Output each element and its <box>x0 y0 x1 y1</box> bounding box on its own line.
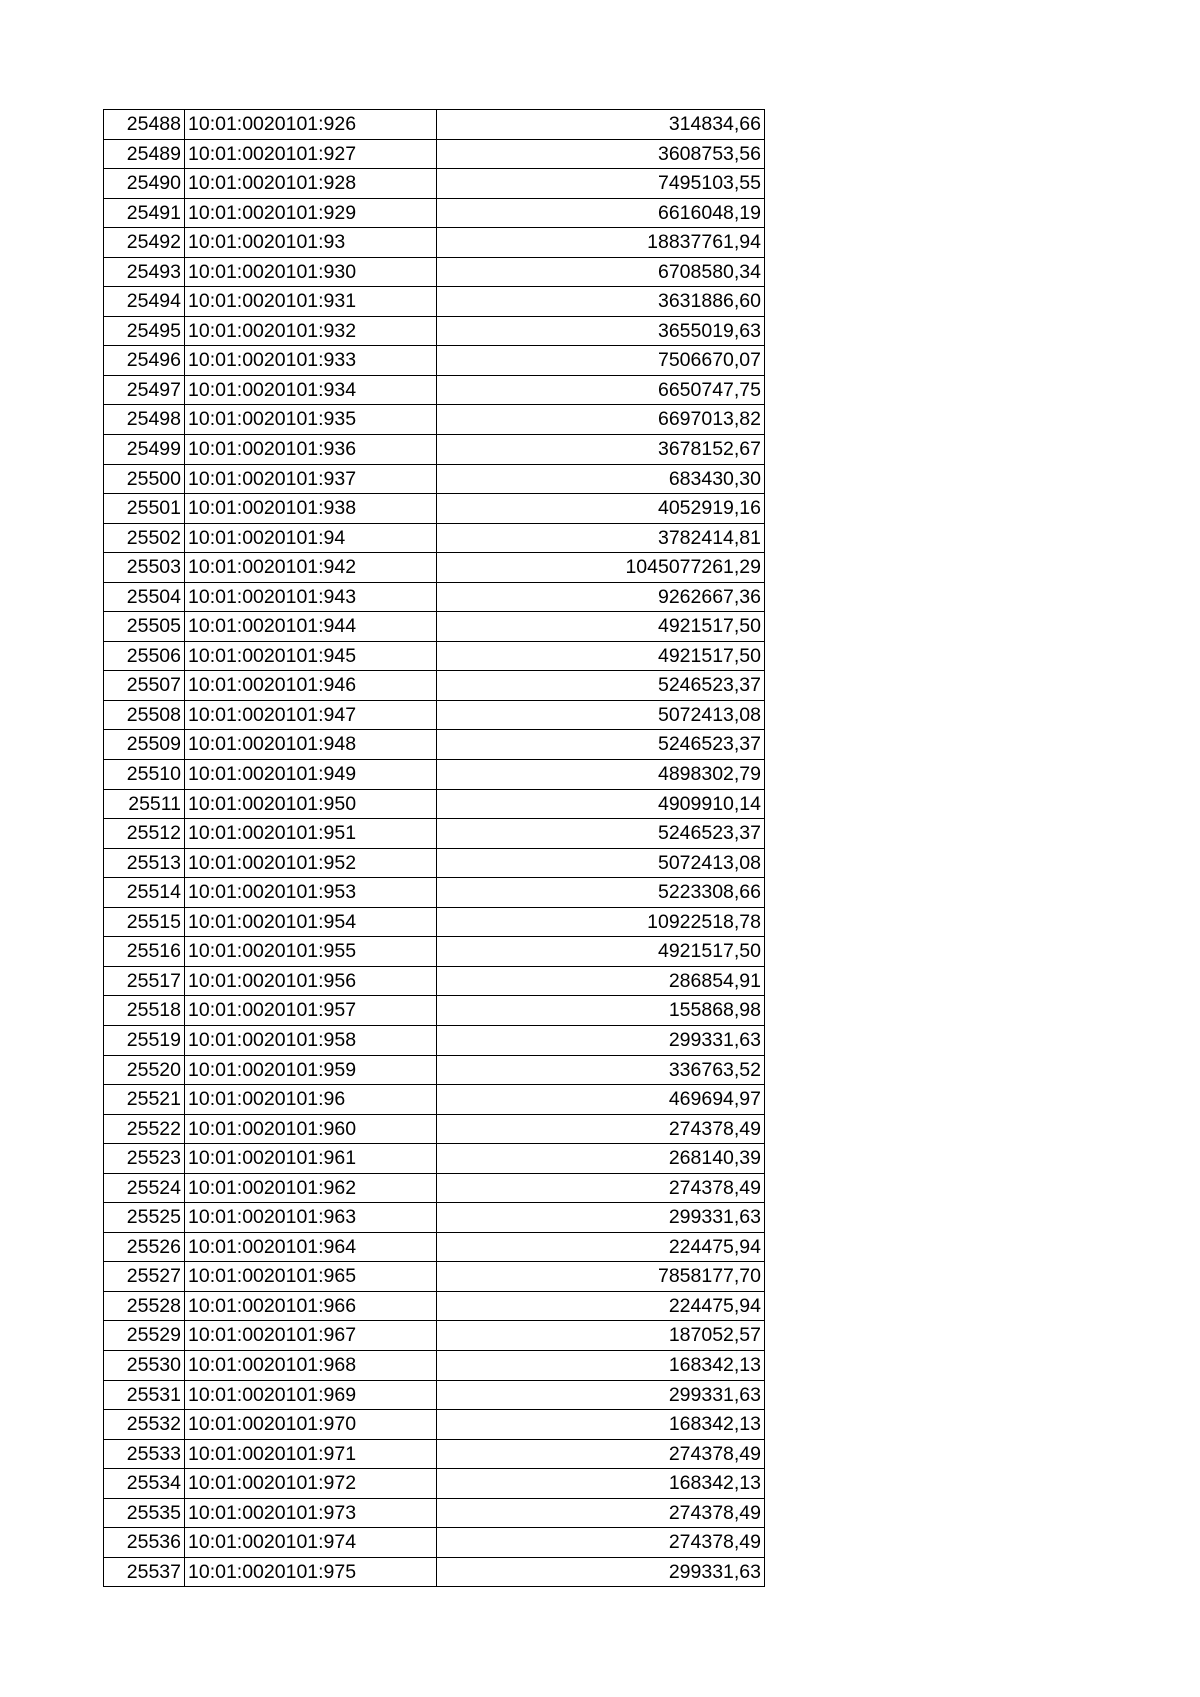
cadastral-number-cell: 10:01:0020101:936 <box>185 435 437 465</box>
value-cell: 3608753,56 <box>437 139 765 169</box>
cadastral-number-cell: 10:01:0020101:973 <box>185 1498 437 1528</box>
cadastral-number-cell: 10:01:0020101:962 <box>185 1173 437 1203</box>
value-cell: 6616048,19 <box>437 198 765 228</box>
table-row <box>104 1203 765 1233</box>
cadastral-number-cell: 10:01:0020101:963 <box>185 1203 437 1233</box>
row-number-cell: 25509 <box>104 730 185 760</box>
cadastral-number-cell: 10:01:0020101:934 <box>185 375 437 405</box>
row-number-cell: 25490 <box>104 169 185 199</box>
table-row <box>104 1439 765 1469</box>
cadastral-number-cell: 10:01:0020101:927 <box>185 139 437 169</box>
value-cell: 4921517,50 <box>437 612 765 642</box>
table-row <box>104 700 765 730</box>
cadastral-number-cell: 10:01:0020101:96 <box>185 1085 437 1115</box>
data-table <box>103 109 765 1587</box>
table-row <box>104 671 765 701</box>
table-row <box>104 1291 765 1321</box>
cadastral-number-cell: 10:01:0020101:966 <box>185 1291 437 1321</box>
row-number-cell: 25503 <box>104 553 185 583</box>
cadastral-number-cell: 10:01:0020101:94 <box>185 523 437 553</box>
table-row <box>104 1232 765 1262</box>
value-cell: 4052919,16 <box>437 494 765 524</box>
cadastral-number-cell: 10:01:0020101:938 <box>185 494 437 524</box>
cadastral-number-cell: 10:01:0020101:929 <box>185 198 437 228</box>
row-number-cell: 25493 <box>104 257 185 287</box>
value-cell: 18837761,94 <box>437 228 765 258</box>
table-row <box>104 1321 765 1351</box>
value-cell: 168342,13 <box>437 1469 765 1499</box>
table-row <box>104 494 765 524</box>
row-number-cell: 25495 <box>104 316 185 346</box>
row-number-cell: 25519 <box>104 1025 185 1055</box>
table-row <box>104 760 765 790</box>
value-cell: 7495103,55 <box>437 169 765 199</box>
table-row <box>104 1055 765 1085</box>
table-row <box>104 848 765 878</box>
row-number-cell: 25492 <box>104 228 185 258</box>
row-number-cell: 25513 <box>104 848 185 878</box>
row-number-cell: 25535 <box>104 1498 185 1528</box>
table-row <box>104 1350 765 1380</box>
row-number-cell: 25505 <box>104 612 185 642</box>
cadastral-number-cell: 10:01:0020101:949 <box>185 760 437 790</box>
table-row <box>104 878 765 908</box>
value-cell: 6697013,82 <box>437 405 765 435</box>
cadastral-number-cell: 10:01:0020101:952 <box>185 848 437 878</box>
table-row <box>104 966 765 996</box>
value-cell: 3678152,67 <box>437 435 765 465</box>
value-cell: 4921517,50 <box>437 641 765 671</box>
table-row <box>104 1498 765 1528</box>
cadastral-number-cell: 10:01:0020101:957 <box>185 996 437 1026</box>
table-row <box>104 464 765 494</box>
row-number-cell: 25526 <box>104 1232 185 1262</box>
row-number-cell: 25527 <box>104 1262 185 1292</box>
table-body <box>104 110 765 1587</box>
value-cell: 6650747,75 <box>437 375 765 405</box>
table-row <box>104 139 765 169</box>
value-cell: 224475,94 <box>437 1232 765 1262</box>
row-number-cell: 25520 <box>104 1055 185 1085</box>
row-number-cell: 25516 <box>104 937 185 967</box>
value-cell: 3631886,60 <box>437 287 765 317</box>
table-row <box>104 1410 765 1440</box>
table-row <box>104 1025 765 1055</box>
cadastral-number-cell: 10:01:0020101:955 <box>185 937 437 967</box>
row-number-cell: 25499 <box>104 435 185 465</box>
table-row <box>104 937 765 967</box>
row-number-cell: 25515 <box>104 907 185 937</box>
table-row <box>104 1114 765 1144</box>
row-number-cell: 25498 <box>104 405 185 435</box>
row-number-cell: 25524 <box>104 1173 185 1203</box>
cadastral-number-cell: 10:01:0020101:933 <box>185 346 437 376</box>
value-cell: 5072413,08 <box>437 700 765 730</box>
cadastral-number-cell: 10:01:0020101:943 <box>185 582 437 612</box>
cadastral-number-cell: 10:01:0020101:951 <box>185 819 437 849</box>
value-cell: 7858177,70 <box>437 1262 765 1292</box>
cadastral-number-cell: 10:01:0020101:932 <box>185 316 437 346</box>
cadastral-number-cell: 10:01:0020101:937 <box>185 464 437 494</box>
value-cell: 4921517,50 <box>437 937 765 967</box>
cadastral-number-cell: 10:01:0020101:950 <box>185 789 437 819</box>
table-row <box>104 169 765 199</box>
value-cell: 5246523,37 <box>437 730 765 760</box>
table-row <box>104 612 765 642</box>
cadastral-number-cell: 10:01:0020101:930 <box>185 257 437 287</box>
table-row <box>104 257 765 287</box>
table-row <box>104 553 765 583</box>
value-cell: 1045077261,29 <box>437 553 765 583</box>
row-number-cell: 25494 <box>104 287 185 317</box>
row-number-cell: 25508 <box>104 700 185 730</box>
value-cell: 299331,63 <box>437 1557 765 1587</box>
table-row <box>104 1380 765 1410</box>
cadastral-number-cell: 10:01:0020101:942 <box>185 553 437 583</box>
row-number-cell: 25528 <box>104 1291 185 1321</box>
table-row <box>104 789 765 819</box>
value-cell: 299331,63 <box>437 1380 765 1410</box>
table-row <box>104 1469 765 1499</box>
row-number-cell: 25514 <box>104 878 185 908</box>
value-cell: 5246523,37 <box>437 819 765 849</box>
row-number-cell: 25530 <box>104 1350 185 1380</box>
value-cell: 274378,49 <box>437 1528 765 1558</box>
cadastral-number-cell: 10:01:0020101:967 <box>185 1321 437 1351</box>
value-cell: 336763,52 <box>437 1055 765 1085</box>
table-row <box>104 287 765 317</box>
row-number-cell: 25525 <box>104 1203 185 1233</box>
row-number-cell: 25507 <box>104 671 185 701</box>
row-number-cell: 25529 <box>104 1321 185 1351</box>
table-row <box>104 819 765 849</box>
value-cell: 187052,57 <box>437 1321 765 1351</box>
row-number-cell: 25536 <box>104 1528 185 1558</box>
table-row <box>104 582 765 612</box>
row-number-cell: 25502 <box>104 523 185 553</box>
table-row <box>104 907 765 937</box>
table-row <box>104 405 765 435</box>
value-cell: 299331,63 <box>437 1025 765 1055</box>
value-cell: 268140,39 <box>437 1144 765 1174</box>
table-row <box>104 996 765 1026</box>
row-number-cell: 25517 <box>104 966 185 996</box>
value-cell: 168342,13 <box>437 1350 765 1380</box>
value-cell: 274378,49 <box>437 1114 765 1144</box>
table-row <box>104 1085 765 1115</box>
value-cell: 683430,30 <box>437 464 765 494</box>
row-number-cell: 25506 <box>104 641 185 671</box>
table-row <box>104 1528 765 1558</box>
value-cell: 274378,49 <box>437 1439 765 1469</box>
value-cell: 155868,98 <box>437 996 765 1026</box>
table-row <box>104 641 765 671</box>
cadastral-number-cell: 10:01:0020101:969 <box>185 1380 437 1410</box>
value-cell: 314834,66 <box>437 110 765 140</box>
cadastral-number-cell: 10:01:0020101:926 <box>185 110 437 140</box>
table-row <box>104 346 765 376</box>
table-row <box>104 198 765 228</box>
row-number-cell: 25532 <box>104 1410 185 1440</box>
cadastral-number-cell: 10:01:0020101:947 <box>185 700 437 730</box>
value-cell: 286854,91 <box>437 966 765 996</box>
value-cell: 274378,49 <box>437 1498 765 1528</box>
cadastral-number-cell: 10:01:0020101:953 <box>185 878 437 908</box>
value-cell: 299331,63 <box>437 1203 765 1233</box>
cadastral-number-cell: 10:01:0020101:964 <box>185 1232 437 1262</box>
cadastral-number-cell: 10:01:0020101:93 <box>185 228 437 258</box>
cadastral-number-cell: 10:01:0020101:928 <box>185 169 437 199</box>
table-row <box>104 316 765 346</box>
value-cell: 3655019,63 <box>437 316 765 346</box>
row-number-cell: 25537 <box>104 1557 185 1587</box>
cadastral-number-cell: 10:01:0020101:935 <box>185 405 437 435</box>
cadastral-number-cell: 10:01:0020101:972 <box>185 1469 437 1499</box>
value-cell: 4909910,14 <box>437 789 765 819</box>
value-cell: 5246523,37 <box>437 671 765 701</box>
row-number-cell: 25504 <box>104 582 185 612</box>
row-number-cell: 25522 <box>104 1114 185 1144</box>
row-number-cell: 25531 <box>104 1380 185 1410</box>
value-cell: 5072413,08 <box>437 848 765 878</box>
cadastral-number-cell: 10:01:0020101:946 <box>185 671 437 701</box>
value-cell: 4898302,79 <box>437 760 765 790</box>
table-row <box>104 228 765 258</box>
document-page <box>103 109 765 1587</box>
row-number-cell: 25488 <box>104 110 185 140</box>
cadastral-number-cell: 10:01:0020101:944 <box>185 612 437 642</box>
cadastral-number-cell: 10:01:0020101:945 <box>185 641 437 671</box>
table-row <box>104 435 765 465</box>
table-row <box>104 110 765 140</box>
row-number-cell: 25496 <box>104 346 185 376</box>
cadastral-number-cell: 10:01:0020101:959 <box>185 1055 437 1085</box>
cadastral-number-cell: 10:01:0020101:956 <box>185 966 437 996</box>
cadastral-number-cell: 10:01:0020101:960 <box>185 1114 437 1144</box>
value-cell: 10922518,78 <box>437 907 765 937</box>
row-number-cell: 25497 <box>104 375 185 405</box>
row-number-cell: 25491 <box>104 198 185 228</box>
table-row <box>104 1173 765 1203</box>
row-number-cell: 25512 <box>104 819 185 849</box>
row-number-cell: 25523 <box>104 1144 185 1174</box>
row-number-cell: 25521 <box>104 1085 185 1115</box>
table-row <box>104 1144 765 1174</box>
row-number-cell: 25534 <box>104 1469 185 1499</box>
table-row <box>104 375 765 405</box>
table-row <box>104 1557 765 1587</box>
value-cell: 224475,94 <box>437 1291 765 1321</box>
value-cell: 9262667,36 <box>437 582 765 612</box>
row-number-cell: 25518 <box>104 996 185 1026</box>
cadastral-number-cell: 10:01:0020101:961 <box>185 1144 437 1174</box>
value-cell: 168342,13 <box>437 1410 765 1440</box>
row-number-cell: 25501 <box>104 494 185 524</box>
table-row <box>104 523 765 553</box>
value-cell: 6708580,34 <box>437 257 765 287</box>
cadastral-number-cell: 10:01:0020101:965 <box>185 1262 437 1292</box>
row-number-cell: 25510 <box>104 760 185 790</box>
cadastral-number-cell: 10:01:0020101:975 <box>185 1557 437 1587</box>
table-row <box>104 730 765 760</box>
row-number-cell: 25511 <box>104 789 185 819</box>
value-cell: 3782414,81 <box>437 523 765 553</box>
table-row <box>104 1262 765 1292</box>
value-cell: 5223308,66 <box>437 878 765 908</box>
row-number-cell: 25489 <box>104 139 185 169</box>
cadastral-number-cell: 10:01:0020101:958 <box>185 1025 437 1055</box>
row-number-cell: 25500 <box>104 464 185 494</box>
value-cell: 274378,49 <box>437 1173 765 1203</box>
cadastral-number-cell: 10:01:0020101:931 <box>185 287 437 317</box>
row-number-cell: 25533 <box>104 1439 185 1469</box>
cadastral-number-cell: 10:01:0020101:948 <box>185 730 437 760</box>
cadastral-number-cell: 10:01:0020101:970 <box>185 1410 437 1440</box>
cadastral-number-cell: 10:01:0020101:971 <box>185 1439 437 1469</box>
cadastral-number-cell: 10:01:0020101:974 <box>185 1528 437 1558</box>
cadastral-number-cell: 10:01:0020101:954 <box>185 907 437 937</box>
cadastral-number-cell: 10:01:0020101:968 <box>185 1350 437 1380</box>
value-cell: 7506670,07 <box>437 346 765 376</box>
value-cell: 469694,97 <box>437 1085 765 1115</box>
